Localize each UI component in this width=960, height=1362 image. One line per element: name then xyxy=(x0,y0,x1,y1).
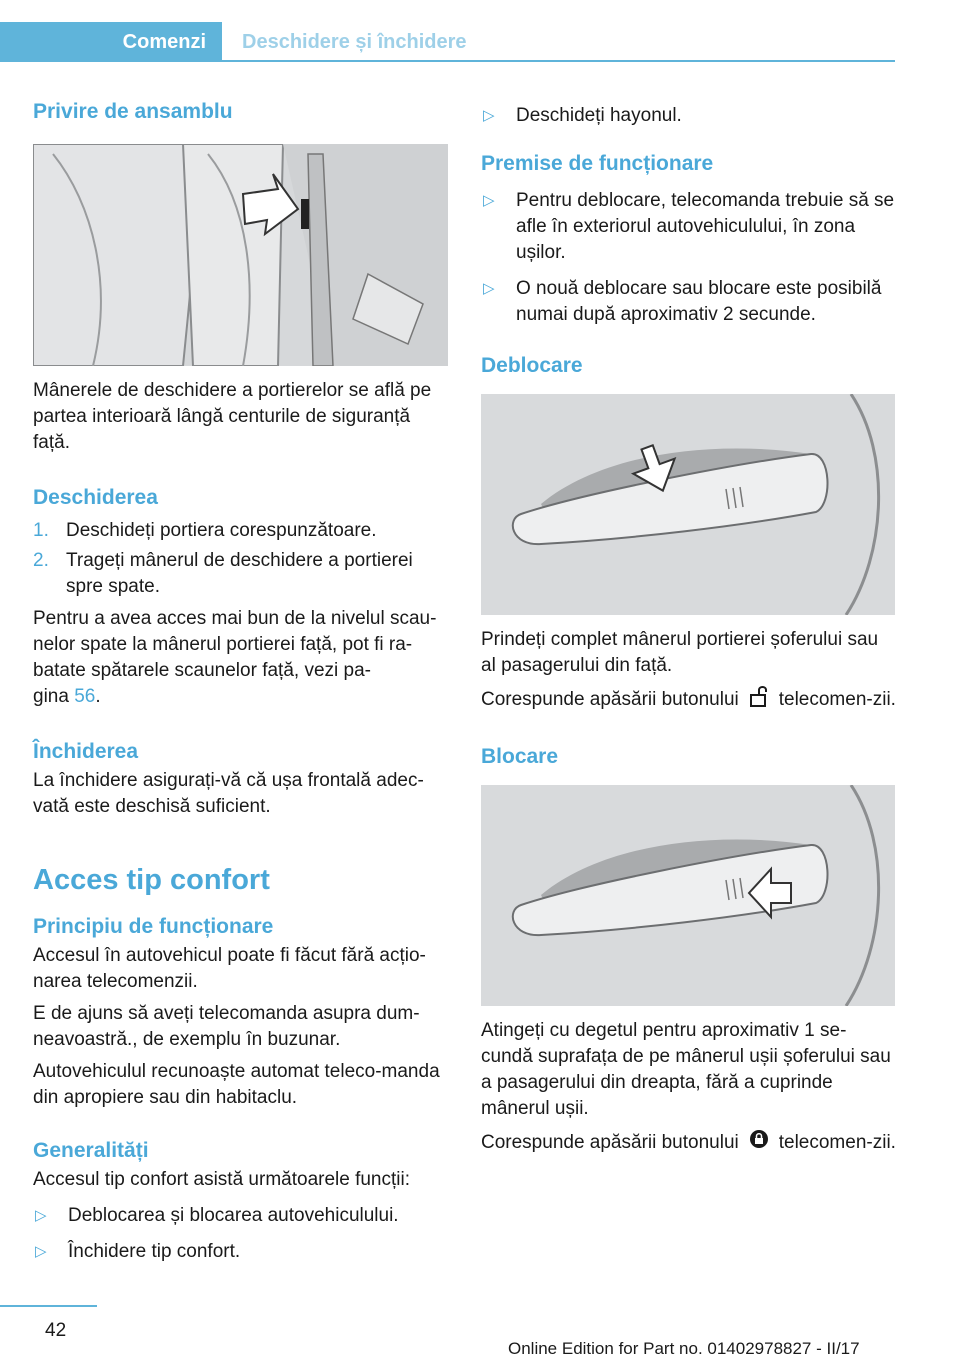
paragraph-line: gina xyxy=(33,686,75,707)
right-column xyxy=(481,100,896,1158)
list-item-text: Deschideți hayonul. xyxy=(516,105,682,126)
overview-caption: Mânerele de deschidere a portierelor se află pe partea interioară lângă centurile de siguranță față. xyxy=(33,380,432,453)
list-item xyxy=(33,1203,448,1229)
opening-heading: Deschiderea xyxy=(33,486,158,509)
general-heading: Generalități xyxy=(33,1139,149,1162)
list-item xyxy=(481,276,896,328)
step-text: Deschideți portiera corespunzătoare. xyxy=(66,520,377,541)
list-item xyxy=(481,103,896,129)
opening-steps xyxy=(33,518,448,600)
button-text-pre: Corespunde apăsării butonului xyxy=(481,1132,739,1154)
list-item xyxy=(33,1239,448,1265)
list-item-text: Pentru deblocare, telecomanda trebuie să se afle în exteriorul autovehiculului, în zona ușilor. xyxy=(516,190,895,263)
step-number: 2. xyxy=(33,550,49,571)
tab-comenzi[interactable]: Comenzi xyxy=(0,22,222,62)
step-number: 1. xyxy=(33,520,49,541)
section-title: Acces tip confort xyxy=(33,864,270,896)
unlock-button-text xyxy=(481,685,896,715)
list-item-text: Închidere tip confort. xyxy=(68,1241,241,1262)
triangle-bullet-icon: ▷ xyxy=(35,1207,47,1224)
unlock-icon xyxy=(749,685,769,715)
opening-paragraph: Pentru a avea acces mai bun de la nivelul scau- nelor spate la mânerul portierei față, pot fi ra- batate spătarele scaunelor față, vezi pa- gina 56. xyxy=(33,608,437,707)
list-item xyxy=(33,518,448,544)
interior-door-handle-image xyxy=(33,144,448,366)
paragraph-line: batate spătarele scaunelor față, vezi pa- xyxy=(33,660,371,681)
general-text: Accesul tip confort asistă următoarele funcții: xyxy=(33,1169,411,1190)
triangle-bullet-icon: ▷ xyxy=(483,280,495,297)
list-item-text: O nouă deblocare sau blocare este posibilă numai după aproximativ 2 secunde. xyxy=(516,278,882,325)
footer-divider xyxy=(0,1305,97,1307)
principle-paragraph: E de ajuns să aveți telecomanda asupra dum-neavoastră., de exemplu în buzunar. xyxy=(33,1003,420,1050)
unlock-caption: Prindeți complet mânerul portierei șoferului sau al pasagerului din față. xyxy=(481,629,879,676)
tab-deschidere-inchidere[interactable]: Deschidere și închidere xyxy=(242,31,467,53)
triangle-bullet-icon: ▷ xyxy=(35,1243,47,1260)
principle-paragraph: Accesul în autovehicul poate fi făcut fără acțio-narea telecomenzii. xyxy=(33,945,426,992)
header-divider xyxy=(222,60,895,62)
left-column xyxy=(33,100,448,1265)
triangle-bullet-icon: ▷ xyxy=(483,192,495,209)
lock-caption: Atingeți cu degetul pentru aproximativ 1 se-cundă suprafața de pe mânerul ușii șoferului sau a pasagerului din dreapta, fără a cuprinde mânerul ușii. xyxy=(481,1020,891,1119)
principle-heading: Principiu de funcționare xyxy=(33,915,274,938)
triangle-bullet-icon: ▷ xyxy=(483,107,495,124)
edition-text: Online Edition for Part no. 01402978827 - II/17 xyxy=(508,1339,860,1358)
closing-text: La închidere asigurați-vă că ușa frontală adec-vată este deschisă suficient. xyxy=(33,770,424,817)
list-item-text: Deblocarea și blocarea autovehiculului. xyxy=(68,1205,399,1226)
page-link[interactable]: 56 xyxy=(74,686,96,707)
door-handle-illustration xyxy=(481,394,895,615)
lock-button-text xyxy=(481,1128,896,1158)
lock-icon xyxy=(749,1128,769,1158)
page-header xyxy=(0,22,895,62)
unlock-heading: Deblocare xyxy=(481,354,583,377)
interior-illustration xyxy=(33,144,448,366)
page-number: 42 xyxy=(45,1320,67,1341)
button-text-post: telecomen-zii. xyxy=(778,1132,896,1154)
prereq-heading: Premise de funcționare xyxy=(481,152,714,175)
list-item xyxy=(33,548,448,600)
paragraph-line: Pentru a avea acces mai bun de la nivelul scau- xyxy=(33,608,437,629)
lock-heading: Blocare xyxy=(481,745,559,768)
button-text-pre: Corespunde apăsării butonului xyxy=(481,689,739,711)
paragraph-line: nelor spate la mânerul portierei față, pot fi ra- xyxy=(33,634,413,655)
lock-handle-image xyxy=(481,785,895,1006)
principle-paragraph: Autovehiculul recunoaște automat teleco-manda din apropiere sau din habitaclu. xyxy=(33,1061,440,1108)
overview-heading: Privire de ansamblu xyxy=(33,100,233,123)
closing-heading: Închiderea xyxy=(33,740,139,763)
door-handle-illustration xyxy=(481,785,895,1006)
unlock-handle-image xyxy=(481,394,895,615)
list-item xyxy=(481,188,896,266)
button-text-post: telecomen-zii. xyxy=(778,689,896,711)
step-text: Trageți mânerul de deschidere a portierei spre spate. xyxy=(66,550,413,597)
